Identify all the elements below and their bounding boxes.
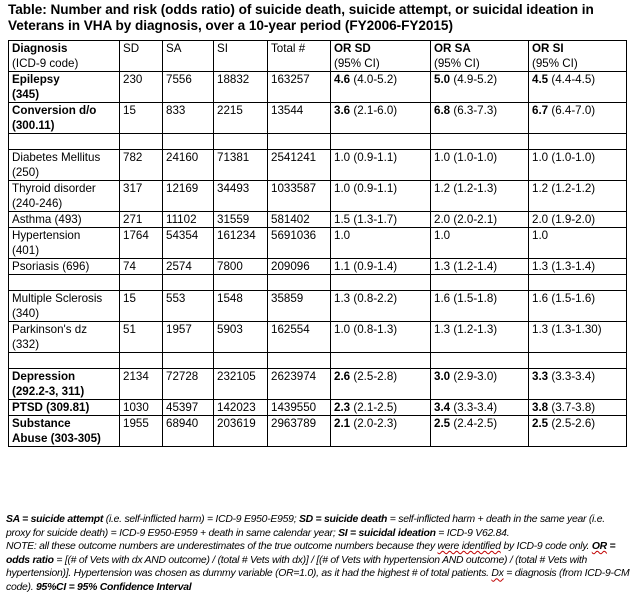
confidence-interval: (4.4-4.5) <box>548 73 596 86</box>
cell-sd: 1955 <box>120 416 163 447</box>
odds-ratio-value: 3.3 <box>532 370 549 383</box>
header-or-sd: OR SD (95% CI) <box>331 41 431 72</box>
confidence-interval: (1.3-1.30) <box>548 323 602 336</box>
cell-diagnosis <box>9 150 120 181</box>
cell-sa: 12169 <box>163 181 214 212</box>
cell-or-si <box>529 400 627 416</box>
note-sa-def: (i.e. self-inflicted harm) = ICD-9 E950-E959; <box>103 514 299 525</box>
header-diagnosis: Diagnosis (ICD-9 code) <box>9 41 120 72</box>
cell-or-sd <box>331 416 431 447</box>
odds-ratio-value: 2.1 <box>334 417 351 430</box>
confidence-interval: (1.5-1.6) <box>548 292 596 305</box>
confidence-interval: (0.9-1.1) <box>350 151 398 164</box>
cell-or-sa <box>431 212 529 228</box>
note-dx-prefix: Dx <box>491 568 504 580</box>
table-row <box>9 322 627 353</box>
cell-sd: 74 <box>120 259 163 275</box>
note-or-abbr: = odds ratio <box>6 541 616 566</box>
odds-ratio-value: 1.0 <box>532 151 549 164</box>
cell-or-sa <box>431 416 529 447</box>
empty-cell <box>431 353 529 369</box>
diagnosis-name: Psoriasis (696) <box>12 260 90 273</box>
odds-ratio-value: 1.6 <box>532 292 549 305</box>
empty-cell <box>9 134 120 150</box>
odds-ratio-value: 1.2 <box>532 182 549 195</box>
odds-ratio-value: 1.0 <box>334 151 351 164</box>
diagnosis-name: Conversion d/o <box>12 104 97 117</box>
cell-or-sa <box>431 259 529 275</box>
odds-ratio-value: 2.5 <box>532 417 549 430</box>
odds-ratio-value: 2.0 <box>532 213 549 226</box>
header-or-sa: OR SA (95% CI) <box>431 41 529 72</box>
diagnosis-name: Substance <box>12 417 71 430</box>
table-row <box>9 369 627 400</box>
odds-ratio-value: 3.4 <box>434 401 451 414</box>
cell-or-sa <box>431 228 529 259</box>
cell-si: 5903 <box>214 322 268 353</box>
confidence-interval: (3.7-3.8) <box>548 401 596 414</box>
spacer-row <box>9 134 627 150</box>
empty-cell <box>268 134 331 150</box>
confidence-interval: (0.8-1.3) <box>350 323 398 336</box>
confidence-interval: (1.3-1.7) <box>350 213 398 226</box>
cell-or-sd <box>331 259 431 275</box>
diagnosis-name: PTSD (309.81) <box>12 401 90 414</box>
cell-si: 203619 <box>214 416 268 447</box>
cell-total: 2623974 <box>268 369 331 400</box>
empty-cell <box>9 353 120 369</box>
note-text-b: by ICD-9 code only. <box>500 541 592 553</box>
cell-total: 13544 <box>268 103 331 134</box>
cell-diagnosis <box>9 212 120 228</box>
note-sa-abbr: SA = suicide attempt <box>6 514 104 525</box>
diagnosis-name: Epilepsy <box>12 73 60 86</box>
confidence-interval: (1.0-1.0) <box>548 151 596 164</box>
table-row <box>9 103 627 134</box>
cell-total: 1033587 <box>268 181 331 212</box>
cell-si: 34493 <box>214 181 268 212</box>
empty-cell <box>120 134 163 150</box>
note-or-prefix: OR <box>591 541 607 553</box>
confidence-interval: (1.2-1.4) <box>450 260 498 273</box>
odds-ratio-value: 1.1 <box>334 260 351 273</box>
table-title: Table: Number and risk (odds ratio) of suicide death, suicide attempt, or suicidal ideation in Veterans in VHA by diagnosis, over a 10-year period (FY2006-FY2015) <box>8 2 594 33</box>
cell-total: 2541241 <box>268 150 331 181</box>
confidence-interval: (2.0-2.3) <box>350 417 398 430</box>
cell-sd: 271 <box>120 212 163 228</box>
cell-sd: 15 <box>120 103 163 134</box>
cell-sa: 2574 <box>163 259 214 275</box>
cell-or-sa <box>431 291 529 322</box>
cell-or-sa <box>431 150 529 181</box>
note-si-def: = ICD-9 V62.84. <box>435 527 510 539</box>
odds-ratio-value: 6.7 <box>532 104 549 117</box>
cell-total: 162554 <box>268 322 331 353</box>
header-sd: SD <box>120 41 163 72</box>
cell-sd: 51 <box>120 322 163 353</box>
table-row <box>9 212 627 228</box>
confidence-interval: (2.9-3.0) <box>450 370 498 383</box>
table-row <box>9 400 627 416</box>
cell-or-si <box>529 212 627 228</box>
diagnosis-code: (292.2-3, 311) <box>12 385 85 398</box>
header-sa: SA <box>163 41 214 72</box>
header-si: SI <box>214 41 268 72</box>
empty-cell <box>431 134 529 150</box>
confidence-interval: (6.4-7.0) <box>548 104 596 117</box>
odds-ratio-value: 4.5 <box>532 73 549 86</box>
note-or-def: = [(# of Vets with dx AND outcome) / (total # Vets with dx)] / [(# of Vets with hypertension AND outcome) / (total # Vets with hypertension)]. Hypertension was chosen as dummy variable (OR=1.0), as it had the highest # of total patients. <box>6 554 588 580</box>
empty-cell <box>331 353 431 369</box>
table-row <box>9 291 627 322</box>
confidence-interval: (4.9-5.2) <box>450 73 498 86</box>
cell-si: 161234 <box>214 228 268 259</box>
cell-or-si <box>529 228 627 259</box>
cell-sa: 11102 <box>163 212 214 228</box>
confidence-interval: (0.8-2.2) <box>350 292 398 305</box>
diagnosis-code: (300.11) <box>12 119 55 132</box>
confidence-interval: (1.2-1.3) <box>450 182 498 195</box>
confidence-interval: (1.2-1.2) <box>548 182 596 195</box>
cell-total: 581402 <box>268 212 331 228</box>
empty-cell <box>163 275 214 291</box>
cell-si: 71381 <box>214 150 268 181</box>
cell-sd: 2134 <box>120 369 163 400</box>
empty-cell <box>529 134 627 150</box>
cell-si: 232105 <box>214 369 268 400</box>
confidence-interval: (2.1-6.0) <box>350 104 398 117</box>
confidence-interval: (2.5-2.6) <box>548 417 596 430</box>
table-row <box>9 150 627 181</box>
cell-or-sa <box>431 369 529 400</box>
table-row <box>9 181 627 212</box>
cell-or-sd <box>331 400 431 416</box>
diagnosis-code: (345) <box>12 88 40 101</box>
confidence-interval: (2.1-2.5) <box>350 401 398 414</box>
cell-total: 163257 <box>268 72 331 103</box>
cell-si: 31559 <box>214 212 268 228</box>
cell-sa: 68940 <box>163 416 214 447</box>
data-table <box>8 40 627 447</box>
empty-cell <box>331 275 431 291</box>
cell-diagnosis <box>9 400 120 416</box>
cell-diagnosis <box>9 291 120 322</box>
cell-total: 1439550 <box>268 400 331 416</box>
diagnosis-code: (340) <box>12 307 40 320</box>
odds-ratio-value: 2.3 <box>334 401 351 414</box>
odds-ratio-value: 1.5 <box>334 213 351 226</box>
empty-cell <box>214 353 268 369</box>
diagnosis-name: Thyroid disorder <box>12 182 96 195</box>
cell-diagnosis <box>9 72 120 103</box>
confidence-interval: (1.2-1.3) <box>450 323 498 336</box>
confidence-interval: (4.0-5.2) <box>350 73 398 86</box>
odds-ratio-value: 1.0 <box>434 229 451 242</box>
diagnosis-name: Hypertension <box>12 229 81 242</box>
cell-sa: 1957 <box>163 322 214 353</box>
cell-or-sd <box>331 228 431 259</box>
empty-cell <box>431 275 529 291</box>
cell-diagnosis <box>9 322 120 353</box>
cell-sa: 7556 <box>163 72 214 103</box>
cell-diagnosis <box>9 416 120 447</box>
spacer-row <box>9 353 627 369</box>
cell-total: 209096 <box>268 259 331 275</box>
odds-ratio-value: 1.3 <box>434 323 451 336</box>
cell-sa: 54354 <box>163 228 214 259</box>
confidence-interval: (1.5-1.8) <box>450 292 498 305</box>
diagnosis-name: Parkinson's dz <box>12 323 88 336</box>
header-or-si: OR SI (95% CI) <box>529 41 627 72</box>
cell-or-si <box>529 322 627 353</box>
confidence-interval: (2.0-2.1) <box>450 213 498 226</box>
diagnosis-code: (240-246) <box>12 197 63 210</box>
cell-sd: 1030 <box>120 400 163 416</box>
empty-cell <box>214 134 268 150</box>
diagnosis-code: Abuse (303-305) <box>12 432 101 445</box>
cell-or-sd <box>331 322 431 353</box>
footnotes <box>6 513 630 595</box>
odds-ratio-value: 3.8 <box>532 401 549 414</box>
cell-diagnosis <box>9 181 120 212</box>
odds-ratio-value: 1.0 <box>334 182 351 195</box>
cell-or-sa <box>431 181 529 212</box>
empty-cell <box>214 275 268 291</box>
diagnosis-code: (332) <box>12 338 40 351</box>
cell-sd: 230 <box>120 72 163 103</box>
odds-ratio-value: 1.0 <box>334 323 351 336</box>
confidence-interval: (3.3-3.4) <box>548 370 596 383</box>
cell-sa: 45397 <box>163 400 214 416</box>
cell-or-sd <box>331 72 431 103</box>
cell-diagnosis <box>9 369 120 400</box>
cell-si: 1548 <box>214 291 268 322</box>
cell-or-sd <box>331 369 431 400</box>
note-text: NOTE: all these outcome numbers are underestimates of the true outcome numbers because they <box>6 541 438 553</box>
odds-ratio-value: 1.3 <box>334 292 351 305</box>
diagnosis-code: (401) <box>12 244 40 257</box>
confidence-interval: (1.3-1.4) <box>548 260 596 273</box>
note-sd-abbr: SD = suicide death <box>298 514 388 525</box>
confidence-interval: (6.3-7.3) <box>450 104 498 117</box>
cell-or-sa <box>431 72 529 103</box>
odds-ratio-value: 1.0 <box>334 229 351 242</box>
cell-or-si <box>529 150 627 181</box>
cell-or-sa <box>431 322 529 353</box>
odds-ratio-value: 1.3 <box>532 323 549 336</box>
diagnosis-name: Multiple Sclerosis <box>12 292 103 305</box>
cell-or-si <box>529 291 627 322</box>
cell-si: 142023 <box>214 400 268 416</box>
cell-sd: 317 <box>120 181 163 212</box>
cell-diagnosis <box>9 259 120 275</box>
odds-ratio-value: 5.0 <box>434 73 451 86</box>
cell-diagnosis <box>9 228 120 259</box>
odds-ratio-value: 1.0 <box>532 229 549 242</box>
confidence-interval: (2.5-2.8) <box>350 370 398 383</box>
odds-ratio-value: 1.3 <box>434 260 451 273</box>
odds-ratio-value: 3.0 <box>434 370 451 383</box>
odds-ratio-value: 2.0 <box>434 213 451 226</box>
odds-ratio-value: 1.3 <box>532 260 549 273</box>
cell-or-sd <box>331 150 431 181</box>
cell-sd: 1764 <box>120 228 163 259</box>
odds-ratio-value: 3.6 <box>334 104 351 117</box>
cell-sa: 553 <box>163 291 214 322</box>
diagnosis-code: (250) <box>12 166 40 179</box>
empty-cell <box>331 134 431 150</box>
empty-cell <box>529 353 627 369</box>
cell-sa: 833 <box>163 103 214 134</box>
odds-ratio-value: 6.8 <box>434 104 451 117</box>
note-sd-def: = self-inflicted harm + death in the same year (i.e. proxy for suicide death) = ICD-9 E950-E959 + death in same calendar year; <box>6 514 605 539</box>
cell-or-si <box>529 181 627 212</box>
odds-ratio-value: 2.5 <box>434 417 451 430</box>
cell-sd: 15 <box>120 291 163 322</box>
confidence-interval: (1.0-1.0) <box>450 151 498 164</box>
cell-or-sd <box>331 291 431 322</box>
cell-si: 2215 <box>214 103 268 134</box>
empty-cell <box>268 275 331 291</box>
table-row <box>9 228 627 259</box>
odds-ratio-value: 1.2 <box>434 182 451 195</box>
odds-ratio-value: 1.6 <box>434 292 451 305</box>
diagnosis-name: Diabetes Mellitus <box>12 151 101 164</box>
cell-sd: 782 <box>120 150 163 181</box>
empty-cell <box>163 134 214 150</box>
cell-diagnosis <box>9 103 120 134</box>
diagnosis-name: Asthma (493) <box>12 213 82 226</box>
cell-total: 35859 <box>268 291 331 322</box>
diagnosis-name: Depression <box>12 370 76 383</box>
cell-or-si <box>529 369 627 400</box>
note-dx-def: = diagnosis (from ICD-9-CM code). <box>6 568 630 593</box>
odds-ratio-value: 1.0 <box>434 151 451 164</box>
spacer-row <box>9 275 627 291</box>
confidence-interval: (0.9-1.1) <box>350 182 398 195</box>
cell-or-si <box>529 72 627 103</box>
note-ci-def: 95%CI = 95% Confidence Interval <box>36 581 192 593</box>
cell-sa: 24160 <box>163 150 214 181</box>
cell-sa: 72728 <box>163 369 214 400</box>
empty-cell <box>268 353 331 369</box>
confidence-interval: (1.9-2.0) <box>548 213 596 226</box>
cell-si: 18832 <box>214 72 268 103</box>
cell-or-sa <box>431 103 529 134</box>
cell-or-si <box>529 416 627 447</box>
cell-or-sd <box>331 181 431 212</box>
empty-cell <box>163 353 214 369</box>
cell-or-sd <box>331 103 431 134</box>
confidence-interval: (3.3-3.4) <box>450 401 498 414</box>
odds-ratio-value: 2.6 <box>334 370 351 383</box>
empty-cell <box>120 353 163 369</box>
note-si-abbr: SI = suicidal ideation <box>338 527 436 539</box>
cell-si: 7800 <box>214 259 268 275</box>
empty-cell <box>529 275 627 291</box>
cell-total: 5691036 <box>268 228 331 259</box>
odds-ratio-value: 4.6 <box>334 73 351 86</box>
table-row <box>9 259 627 275</box>
empty-cell <box>120 275 163 291</box>
note-wavy: were identified <box>437 541 501 553</box>
confidence-interval: (0.9-1.4) <box>350 260 398 273</box>
header-total: Total # <box>268 41 331 72</box>
empty-cell <box>9 275 120 291</box>
table-row <box>9 72 627 103</box>
cell-or-sa <box>431 400 529 416</box>
cell-or-si <box>529 103 627 134</box>
cell-or-sd <box>331 212 431 228</box>
table-row <box>9 416 627 447</box>
cell-total: 2963789 <box>268 416 331 447</box>
confidence-interval: (2.4-2.5) <box>450 417 498 430</box>
cell-or-si <box>529 259 627 275</box>
header-row <box>9 41 627 72</box>
